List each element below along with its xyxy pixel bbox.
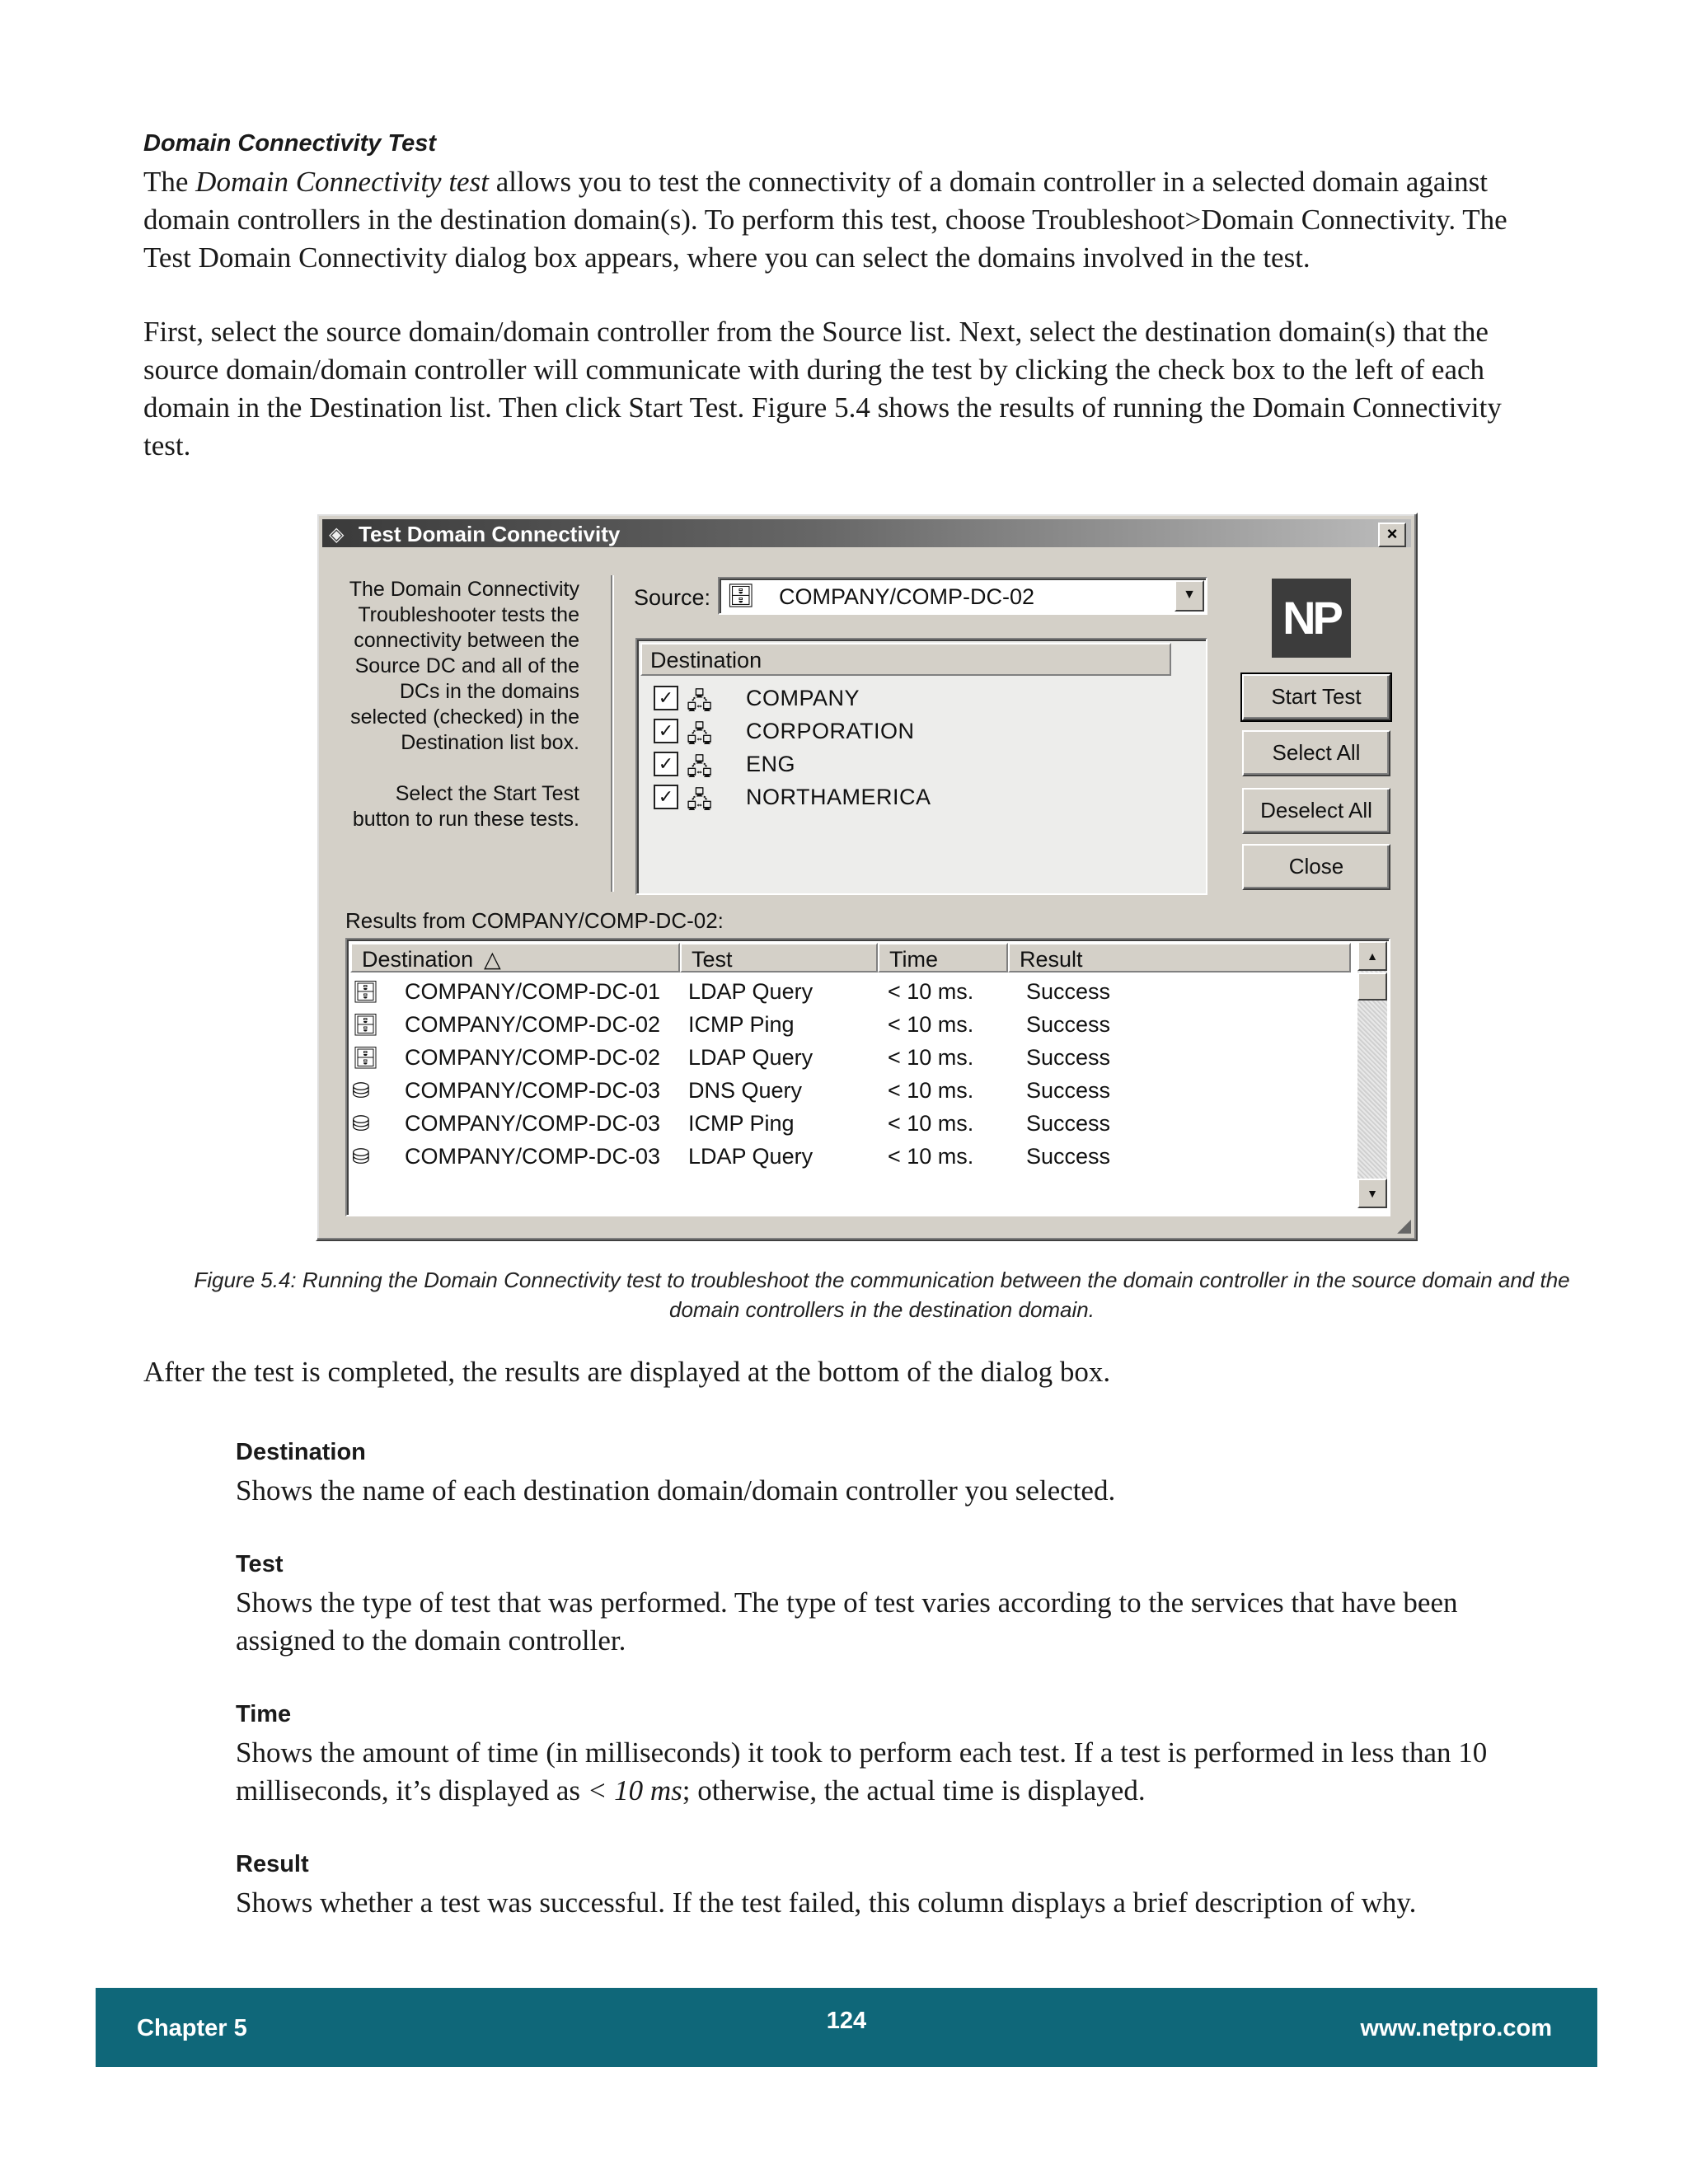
- row-time: < 10 ms.: [888, 1144, 974, 1169]
- row-time: < 10 ms.: [888, 1111, 974, 1136]
- intro-rest: allows you to test the connectivity of a domain controller in a selected domain against domain controllers in the destination domain(s). To perform this test, choose Troubleshoot>Domain Connectivity. The Test Domain Connectivity dialog box appears, where you can select the domains involved in the test.: [143, 166, 1507, 274]
- section-title: Domain Connectivity Test: [143, 130, 437, 157]
- server-icon: 🗄: [352, 979, 380, 1004]
- definition-term: Time: [236, 1701, 292, 1727]
- row-time: < 10 ms.: [888, 1045, 974, 1070]
- checkbox-checked[interactable]: ✓: [654, 785, 678, 809]
- checkbox-checked[interactable]: ✓: [654, 719, 678, 743]
- source-label: Source:: [634, 585, 711, 610]
- dialog-titlebar[interactable]: [322, 519, 1411, 547]
- close-button[interactable]: Close: [1242, 844, 1390, 890]
- footer-chapter: Chapter 5: [137, 2015, 247, 2041]
- table-row[interactable]: [350, 1042, 1353, 1075]
- dialog-title: Test Domain Connectivity: [359, 522, 621, 546]
- destination-list-header[interactable]: [640, 643, 1171, 676]
- netpro-logo: NP: [1272, 579, 1351, 658]
- destination-name: ENG: [746, 752, 796, 776]
- table-row[interactable]: [350, 976, 1353, 1009]
- test-domain-connectivity-dialog: [316, 513, 1418, 1241]
- source-value: COMPANY/COMP-DC-02: [779, 584, 1035, 609]
- destination-name: COMPANY: [746, 686, 860, 710]
- vertical-scrollbar[interactable]: [1357, 941, 1387, 1208]
- time-definition-lead: Shows the amount of time (in milliseconds) it took to perform each test. If a test is performed in less than 10 milliseconds, it’s displayed as: [236, 1736, 1488, 1807]
- row-test: LDAP Query: [688, 1144, 814, 1169]
- checkbox-checked[interactable]: ✓: [654, 686, 678, 710]
- dialog-intro-text: [334, 577, 579, 832]
- figure-caption: Figure 5.4: Running the Domain Connectivity test to troubleshoot the communication between the domain controller in the source domain and the domain controllers in the destination domain.: [194, 1268, 1570, 1322]
- results-label: Results from COMPANY/COMP-DC-02:: [345, 908, 724, 933]
- close-icon[interactable]: ×: [1378, 523, 1406, 547]
- row-test: DNS Query: [688, 1078, 803, 1103]
- scroll-up-icon[interactable]: ▲: [1357, 941, 1387, 971]
- row-time: < 10 ms.: [888, 979, 974, 1004]
- deselect-all-button[interactable]: Deselect All: [1242, 788, 1390, 834]
- destination-header-label: Destination: [650, 648, 762, 673]
- row-result: Success: [1026, 979, 1111, 1004]
- row-destination: COMPANY/COMP-DC-01: [405, 979, 661, 1004]
- row-result: Success: [1026, 1045, 1111, 1070]
- intro-paragraph: [143, 163, 1545, 277]
- app-icon: ◈: [329, 523, 345, 546]
- start-test-button[interactable]: Start Test: [1242, 674, 1390, 720]
- after-test-paragraph: After the test is completed, the results are displayed at the bottom of the dialog box.: [143, 1356, 1111, 1388]
- dns-server-icon: ⛁: [352, 1144, 370, 1169]
- domain-icon: 🖧: [687, 721, 713, 747]
- domain-icon: 🖧: [687, 754, 713, 780]
- definition-body: [236, 1734, 1554, 1810]
- footer-url[interactable]: www.netpro.com: [1360, 2015, 1552, 2041]
- results-rows: [350, 976, 1353, 1174]
- row-result: Success: [1026, 1144, 1111, 1169]
- results-header: [350, 943, 1353, 972]
- row-destination: COMPANY/COMP-DC-02: [405, 1012, 661, 1037]
- scroll-down-icon[interactable]: ▼: [1357, 1179, 1387, 1208]
- definition-body: Shows whether a test was successful. If the test failed, this column displays a brief description of why.: [236, 1886, 1417, 1919]
- row-test: LDAP Query: [688, 979, 814, 1004]
- row-test: ICMP Ping: [688, 1012, 795, 1037]
- definition-term: Result: [236, 1851, 309, 1877]
- definition-body: Shows the type of test that was performed. The type of test varies according to the services that have been assigned to the domain controller.: [236, 1586, 1458, 1657]
- definition-term: Test: [236, 1551, 284, 1577]
- row-time: < 10 ms.: [888, 1078, 974, 1103]
- footer-page-number: 124: [826, 2008, 867, 2034]
- intro-lead: The: [143, 166, 196, 198]
- row-test: ICMP Ping: [688, 1111, 795, 1136]
- table-row[interactable]: [350, 1141, 1353, 1174]
- row-destination: COMPANY/COMP-DC-03: [405, 1144, 661, 1169]
- dropdown-arrow-icon[interactable]: ▼: [1175, 580, 1204, 612]
- domain-icon: 🖧: [687, 688, 713, 714]
- column-result-label: Result: [1020, 947, 1083, 972]
- intro-description: The Domain Connectivity Troubleshooter tests the connectivity between the Source DC and all of the DCs in the domains selected (checked) in the Destination list box.: [349, 578, 579, 754]
- page-footer: [96, 1988, 1597, 2067]
- intro-instruction: Select the Start Test button to run these tests.: [352, 782, 579, 831]
- resize-grip-icon[interactable]: ◢: [1397, 1215, 1411, 1235]
- time-definition-emphasis: < 10 ms: [587, 1774, 682, 1807]
- sort-asc-icon: △: [484, 947, 501, 972]
- server-icon: 🗄: [352, 1012, 380, 1037]
- dns-server-icon: ⛁: [352, 1078, 370, 1103]
- row-test: LDAP Query: [688, 1045, 814, 1070]
- row-time: < 10 ms.: [888, 1012, 974, 1037]
- column-destination[interactable]: [350, 943, 680, 972]
- select-all-button[interactable]: Select All: [1242, 730, 1390, 776]
- row-result: Success: [1026, 1078, 1111, 1103]
- definition-term: Destination: [236, 1439, 366, 1465]
- instructions-paragraph: First, select the source domain/domain controller from the Source list. Next, select the destination domain(s) that the source domain/domain controller will communicate with during the test by clicking the check box to the left of each domain in the Destination list. Then click Start Test. Figure 5.4 shows the results of running the Domain Connectivity test.: [143, 316, 1502, 462]
- scroll-thumb[interactable]: [1357, 972, 1387, 1001]
- results-table: [345, 938, 1390, 1216]
- row-destination: COMPANY/COMP-DC-03: [405, 1078, 661, 1103]
- dns-server-icon: ⛁: [352, 1111, 370, 1136]
- table-row[interactable]: [350, 1108, 1353, 1141]
- server-icon: 🗄: [726, 583, 756, 608]
- destination-list: [635, 638, 1207, 895]
- row-destination: COMPANY/COMP-DC-03: [405, 1111, 661, 1136]
- destination-name: CORPORATION: [746, 719, 915, 743]
- column-test-label: Test: [692, 947, 733, 972]
- intro-emphasis: Domain Connectivity test: [195, 166, 489, 198]
- checkbox-checked[interactable]: ✓: [654, 752, 678, 776]
- row-destination: COMPANY/COMP-DC-02: [405, 1045, 661, 1070]
- column-time-label: Time: [889, 947, 938, 972]
- domain-icon: 🖧: [687, 787, 713, 813]
- destination-name: NORTHAMERICA: [746, 785, 931, 809]
- table-row[interactable]: [350, 1075, 1353, 1108]
- server-icon: 🗄: [352, 1045, 380, 1070]
- time-definition-rest: ; otherwise, the actual time is displayed.: [682, 1774, 1146, 1807]
- source-dropdown[interactable]: [718, 577, 1207, 615]
- definition-body: Shows the name of each destination domain/domain controller you selected.: [236, 1474, 1116, 1507]
- row-result: Success: [1026, 1111, 1111, 1136]
- column-destination-label: Destination: [362, 947, 474, 972]
- column-test[interactable]: [680, 943, 878, 972]
- vertical-divider: [611, 575, 614, 892]
- column-result[interactable]: [1008, 943, 1351, 972]
- row-result: Success: [1026, 1012, 1111, 1037]
- table-row[interactable]: [350, 1009, 1353, 1042]
- column-time[interactable]: [878, 943, 1008, 972]
